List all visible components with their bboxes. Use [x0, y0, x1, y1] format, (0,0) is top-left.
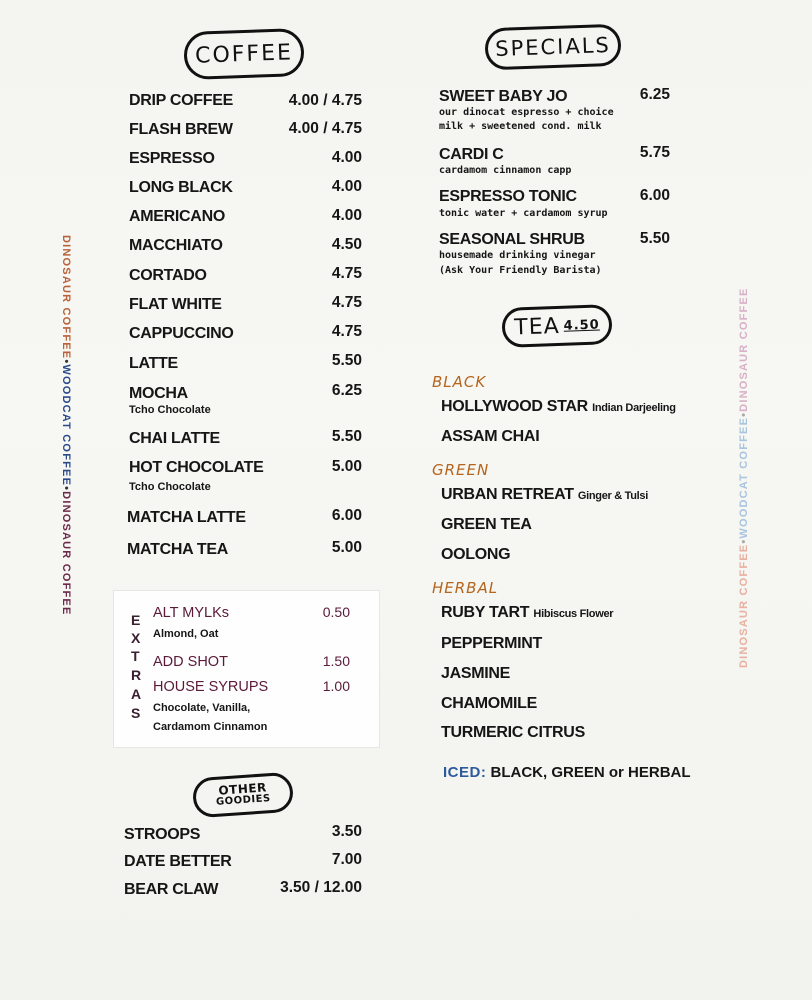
special-item-price: 6.25: [639, 86, 670, 103]
extra-item-note: Almond, Oat: [153, 628, 219, 640]
extra-item-price: 1.50: [322, 653, 350, 669]
special-item-note: milk + sweetened cond. milk: [439, 121, 602, 132]
goodies-heading-line1: OTHER: [217, 780, 268, 798]
goodies-heading: [192, 772, 295, 819]
menu-item-price: 4.00: [331, 207, 362, 224]
tea-item-name: ASSAM CHAI: [441, 428, 540, 445]
menu-item-price: 4.00: [331, 149, 362, 166]
tea-item-name: RUBY TART: [441, 604, 530, 621]
side-brand-right-part: •: [738, 411, 750, 417]
side-brand-right-part: •: [738, 538, 750, 544]
extras-label-letter: T: [131, 648, 140, 664]
tea-category-black: BLACK: [432, 373, 487, 391]
iced-options: BLACK, GREEN or HERBAL: [490, 764, 691, 781]
tea-item-name: HOLLYWOOD STAR: [441, 398, 588, 415]
tea-item-name: TURMERIC CITRUS: [441, 724, 585, 741]
goodies-heading-line2: GOODIES: [215, 793, 272, 808]
side-brand-left-part: DINOSAUR COFFEE: [60, 491, 72, 616]
tea-item: [441, 604, 613, 622]
special-item-name: ESPRESSO TONIC: [439, 188, 577, 205]
menu-item-name: BEAR CLAW: [124, 881, 219, 898]
menu-item-price: 4.75: [331, 294, 362, 311]
menu-item-name: MACCHIATO: [129, 237, 223, 254]
side-brand-right-part: DINOSAUR COFFEE: [738, 287, 750, 412]
tea-item-note: Indian Darjeeling: [592, 402, 676, 414]
tea-item-name: CHAMOMILE: [441, 695, 537, 712]
side-brand-left-part: WOODCAT COFFEE: [60, 364, 72, 487]
menu-item-price: 5.00: [331, 458, 362, 475]
special-item-price: 5.75: [639, 144, 670, 161]
side-brand-left: [60, 235, 72, 616]
menu-item-price: 6.25: [331, 382, 362, 399]
menu-item-name: LONG BLACK: [129, 179, 233, 196]
side-brand-right: [738, 287, 750, 668]
side-brand-right-part: WOODCAT COFFEE: [738, 416, 750, 539]
menu-item-price: 5.00: [331, 539, 362, 556]
extra-item-price: 1.00: [322, 678, 350, 694]
menu-item-name: MATCHA TEA: [127, 541, 228, 558]
menu-item-name: CAPPUCCINO: [129, 325, 234, 342]
menu-item-price: 3.50: [331, 823, 362, 840]
special-item-name: CARDI C: [439, 146, 504, 163]
extras-label-letter: R: [131, 667, 142, 683]
menu-item-name: CHAI LATTE: [129, 430, 220, 447]
extras-label-letter: X: [131, 630, 141, 646]
tea-item-name: URBAN RETREAT: [441, 486, 574, 503]
tea-item-name: OOLONG: [441, 546, 511, 563]
extras-label-letter: E: [131, 612, 141, 628]
menu-item-name: STROOPS: [124, 826, 201, 843]
special-item-note: (Ask Your Friendly Barista): [439, 265, 602, 276]
tea-heading-title: TEA: [513, 313, 561, 340]
menu-item-note: Tcho Chocolate: [129, 481, 211, 493]
tea-item-name: GREEN TEA: [441, 516, 532, 533]
tea-item-note: Hibiscus Flower: [533, 608, 614, 620]
side-brand-right-part: DINOSAUR COFFEE: [738, 543, 750, 668]
tea-item-name: PEPPERMINT: [441, 635, 543, 652]
menu-item-price: 4.00 / 4.75: [288, 92, 362, 109]
menu-item-note: Tcho Chocolate: [129, 404, 211, 416]
coffee-heading: COFFEE: [183, 28, 305, 80]
menu-item-price: 7.00: [331, 851, 362, 868]
tea-category-herbal: HERBAL: [432, 579, 499, 597]
tea-item-note: Ginger & Tulsi: [577, 490, 649, 502]
menu-item-name: DRIP COFFEE: [129, 92, 233, 109]
menu-item-price: 4.00: [331, 178, 362, 195]
menu-item-price: 5.50: [331, 428, 362, 445]
tea-heading-price: 4.50: [563, 317, 600, 334]
extras-label-letter: A: [131, 686, 142, 702]
iced-label: ICED:: [443, 764, 487, 781]
menu-item-name: FLASH BREW: [129, 121, 233, 138]
special-item-name: SEASONAL SHRUB: [439, 231, 585, 248]
extra-item-name: HOUSE SYRUPS: [153, 679, 269, 695]
tea-item: [441, 486, 648, 504]
menu-item-name: DATE BETTER: [124, 853, 232, 870]
menu-item-name: LATTE: [129, 355, 178, 372]
menu-item-name: CORTADO: [129, 267, 207, 284]
side-brand-left-part: •: [60, 486, 72, 492]
tea-item-name: JASMINE: [441, 665, 511, 682]
extra-item-price: 0.50: [322, 604, 350, 620]
special-item-price: 6.00: [639, 187, 670, 204]
menu-item-price: 3.50 / 12.00: [280, 879, 362, 896]
special-item-note: tonic water + cardamom syrup: [439, 208, 608, 219]
tea-item: [441, 398, 676, 416]
menu-item-name: FLAT WHITE: [129, 296, 222, 313]
side-brand-left-part: •: [60, 359, 72, 365]
menu-item-name: HOT CHOCOLATE: [129, 459, 264, 476]
extra-item-name: ADD SHOT: [153, 654, 228, 670]
special-item-name: SWEET BABY JO: [439, 88, 568, 105]
special-item-price: 5.50: [639, 230, 670, 247]
tea-category-green: GREEN: [432, 461, 490, 479]
menu-item-name: MOCHA: [129, 385, 188, 402]
menu-item-price: 4.50: [331, 236, 362, 253]
extra-item-name: ALT MYLKs: [153, 605, 230, 621]
special-item-note: housemade drinking vinegar: [439, 250, 596, 261]
tea-heading: [501, 304, 612, 348]
menu-item-price: 6.00: [331, 507, 362, 524]
iced-tea-line: [443, 764, 691, 781]
special-item-note: our dinocat espresso + choice: [439, 107, 614, 118]
specials-heading: SPECIALS: [484, 24, 621, 71]
special-item-note: cardamom cinnamon capp: [439, 165, 572, 176]
menu-item-price: 4.75: [331, 323, 362, 340]
extras-label-letter: S: [131, 705, 141, 721]
menu-item-name: MATCHA LATTE: [127, 509, 246, 526]
menu-item-name: AMERICANO: [129, 208, 225, 225]
menu-item-price: 4.00 / 4.75: [288, 120, 362, 137]
menu-item-price: 4.75: [331, 265, 362, 282]
menu-item-price: 5.50: [331, 352, 362, 369]
extra-item-note: Chocolate, Vanilla,: [153, 702, 251, 714]
menu-item-name: ESPRESSO: [129, 150, 215, 167]
extra-item-note: Cardamom Cinnamon: [153, 721, 268, 733]
side-brand-left-part: DINOSAUR COFFEE: [60, 235, 72, 360]
